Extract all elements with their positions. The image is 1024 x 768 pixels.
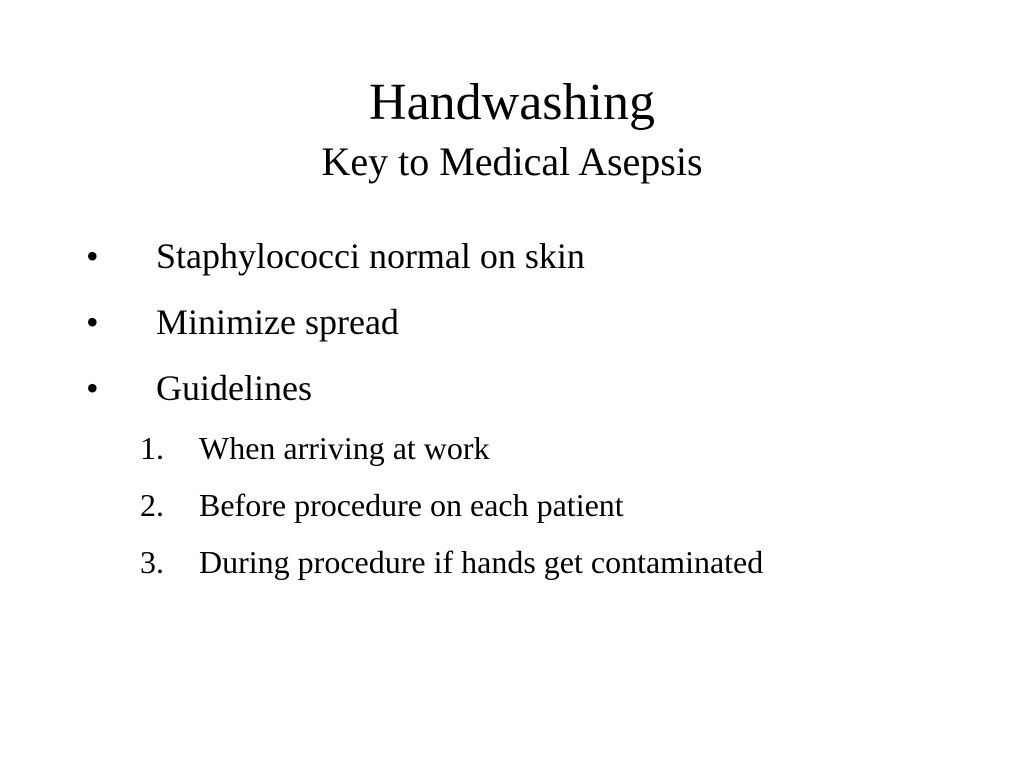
guideline-text: When arriving at work <box>199 430 490 466</box>
guideline-item <box>140 428 1000 485</box>
guideline-number: 2. <box>140 487 164 523</box>
bullet-marker: • <box>86 368 99 408</box>
guideline-item <box>140 485 1000 542</box>
bullet-text: Minimize spread <box>156 302 399 342</box>
title-block <box>0 72 1024 186</box>
bullet-item <box>86 364 986 430</box>
bullet-item <box>86 298 986 364</box>
bullet-list <box>86 232 986 430</box>
bullet-marker: • <box>86 236 99 276</box>
bullet-text: Staphylococci normal on skin <box>156 236 585 276</box>
bullet-text: Guidelines <box>156 368 312 408</box>
bullet-marker: • <box>86 302 99 342</box>
guideline-text: Before procedure on each patient <box>199 487 624 523</box>
guideline-text: During procedure if hands get contaminated <box>199 544 764 580</box>
slide-subtitle: Key to Medical Asepsis <box>321 139 703 184</box>
guideline-number: 1. <box>140 430 164 466</box>
guidelines-list <box>140 428 1000 599</box>
guideline-item <box>140 542 1000 599</box>
bullet-item <box>86 232 986 298</box>
guideline-number: 3. <box>140 544 164 580</box>
slide-title: Handwashing <box>369 74 655 131</box>
